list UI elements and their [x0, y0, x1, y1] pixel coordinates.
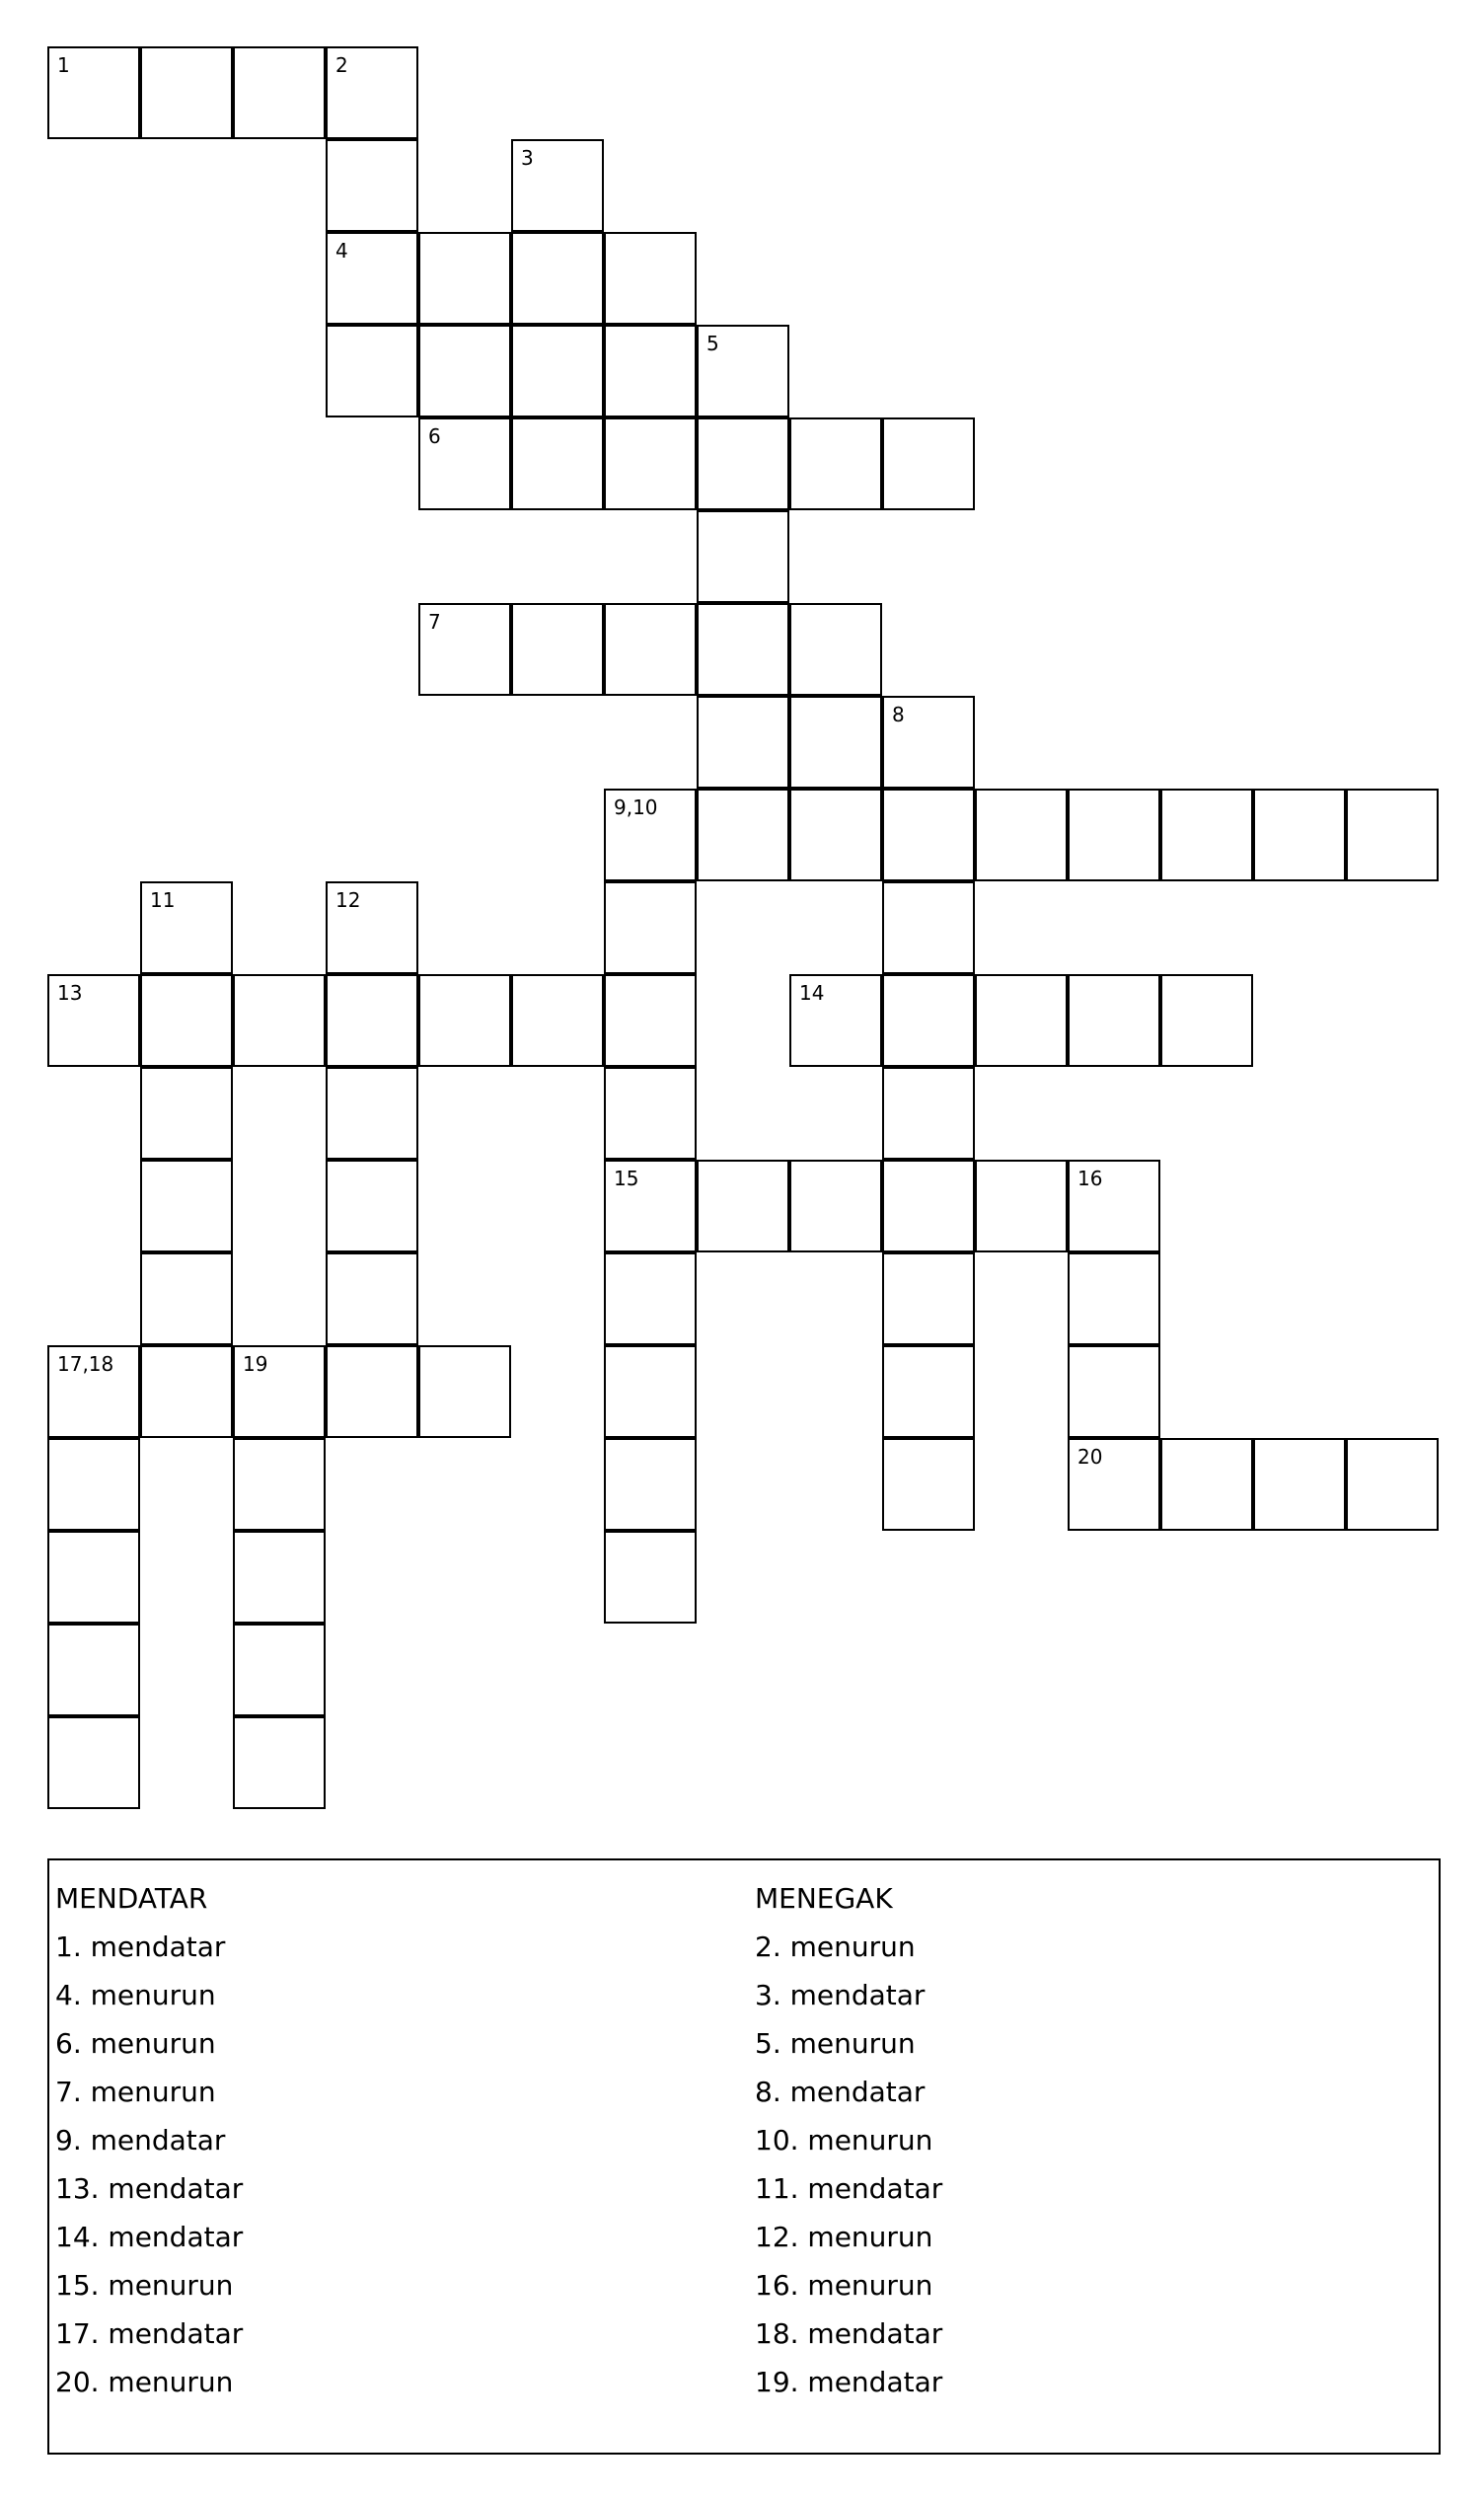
- clue-number: 20: [1077, 1445, 1103, 1469]
- crossword-cell[interactable]: [1160, 789, 1253, 881]
- crossword-cell[interactable]: [233, 1438, 326, 1531]
- clue-item: 19. mendatar: [755, 2366, 943, 2398]
- crossword-cell[interactable]: [418, 974, 511, 1067]
- clue-number: 13: [57, 981, 83, 1005]
- clue-number: 15: [614, 1167, 639, 1190]
- clue-heading-menegak: MENEGAK: [755, 1882, 893, 1915]
- clue-item: 9. mendatar: [55, 2124, 226, 2157]
- crossword-cell[interactable]: [882, 1067, 975, 1160]
- crossword-cell[interactable]: [511, 974, 604, 1067]
- crossword-cell[interactable]: [604, 603, 697, 696]
- crossword-cell[interactable]: [1068, 1345, 1160, 1438]
- crossword-cell[interactable]: [140, 1160, 233, 1252]
- crossword-cell[interactable]: [1068, 1438, 1160, 1531]
- crossword-cell[interactable]: [975, 789, 1068, 881]
- crossword-cell[interactable]: [47, 46, 140, 139]
- clue-item: 14. mendatar: [55, 2221, 244, 2253]
- crossword-cell[interactable]: [326, 881, 418, 974]
- crossword-cell[interactable]: [47, 1716, 140, 1809]
- clue-item: 17. mendatar: [55, 2317, 244, 2350]
- crossword-cell[interactable]: [140, 1345, 233, 1438]
- clue-number: 14: [799, 981, 825, 1005]
- crossword-cell[interactable]: [882, 1252, 975, 1345]
- clue-item: 12. menurun: [755, 2221, 933, 2253]
- crossword-cell[interactable]: [604, 232, 697, 325]
- clue-item: 13. mendatar: [55, 2172, 244, 2205]
- crossword-cell[interactable]: [140, 881, 233, 974]
- crossword-cell[interactable]: [1346, 789, 1439, 881]
- crossword-cell[interactable]: [697, 417, 789, 510]
- crossword-cell[interactable]: [233, 1624, 326, 1716]
- crossword-cell[interactable]: [1160, 1438, 1253, 1531]
- clue-number: 12: [335, 888, 361, 912]
- crossword-cell[interactable]: [697, 603, 789, 696]
- crossword-cell[interactable]: [326, 974, 418, 1067]
- crossword-cell[interactable]: [47, 1624, 140, 1716]
- crossword-cell[interactable]: [1253, 789, 1346, 881]
- crossword-cell[interactable]: [882, 789, 975, 881]
- crossword-cell[interactable]: [418, 325, 511, 417]
- clue-item: 5. menurun: [755, 2027, 916, 2060]
- clue-item: 6. menurun: [55, 2027, 216, 2060]
- clue-heading-mendatar: MENDATAR: [55, 1882, 208, 1915]
- clue-item: 1. mendatar: [55, 1930, 226, 1963]
- crossword-cell[interactable]: [1068, 1160, 1160, 1252]
- crossword-cell[interactable]: [975, 974, 1068, 1067]
- crossword-cell[interactable]: [604, 325, 697, 417]
- crossword-cell[interactable]: [882, 881, 975, 974]
- crossword-cell[interactable]: [326, 139, 418, 232]
- crossword-cell[interactable]: [511, 139, 604, 232]
- crossword-cell[interactable]: [326, 1252, 418, 1345]
- crossword-cell[interactable]: [1068, 789, 1160, 881]
- clue-number: 19: [243, 1352, 268, 1376]
- clue-item: 18. mendatar: [755, 2317, 943, 2350]
- clue-number: 8: [892, 703, 905, 726]
- crossword-cell[interactable]: [975, 1160, 1068, 1252]
- clue-item: 20. menurun: [55, 2366, 234, 2398]
- clue-number: 16: [1077, 1167, 1103, 1190]
- crossword-cell[interactable]: [789, 603, 882, 696]
- crossword-cell[interactable]: [697, 510, 789, 603]
- crossword-cell[interactable]: [326, 1067, 418, 1160]
- crossword-cell[interactable]: [604, 974, 697, 1067]
- crossword-cell[interactable]: [233, 46, 326, 139]
- crossword-cell[interactable]: [511, 232, 604, 325]
- clue-number: 5: [706, 332, 719, 355]
- clue-number: 17,18: [57, 1352, 114, 1376]
- clue-item: 8. mendatar: [755, 2076, 926, 2108]
- crossword-cell[interactable]: [697, 696, 789, 789]
- crossword-cell[interactable]: [418, 232, 511, 325]
- crossword-cell[interactable]: [882, 1345, 975, 1438]
- crossword-cell[interactable]: [140, 1252, 233, 1345]
- clue-item: 11. mendatar: [755, 2172, 943, 2205]
- crossword-cell[interactable]: [47, 974, 140, 1067]
- crossword-cell[interactable]: [697, 325, 789, 417]
- crossword-cell[interactable]: [233, 1345, 326, 1438]
- clue-item: 3. mendatar: [755, 1979, 926, 2011]
- crossword-cell[interactable]: [233, 1531, 326, 1624]
- crossword-cell[interactable]: [1160, 974, 1253, 1067]
- crossword-cell[interactable]: [47, 1531, 140, 1624]
- clue-number: 7: [428, 610, 441, 634]
- crossword-cell[interactable]: [1253, 1438, 1346, 1531]
- clue-number: 9,10: [614, 795, 658, 819]
- crossword-cell[interactable]: [511, 417, 604, 510]
- crossword-cell[interactable]: [326, 325, 418, 417]
- crossword-cell[interactable]: [882, 417, 975, 510]
- crossword-cell[interactable]: [326, 46, 418, 139]
- crossword-cell[interactable]: [882, 1160, 975, 1252]
- crossword-cell[interactable]: [882, 696, 975, 789]
- crossword-cell[interactable]: [604, 417, 697, 510]
- crossword-cell[interactable]: [326, 1160, 418, 1252]
- crossword-cell[interactable]: [140, 974, 233, 1067]
- crossword-cell[interactable]: [789, 696, 882, 789]
- clues-mendatar: [55, 1874, 243, 2406]
- crossword-cell[interactable]: [604, 1252, 697, 1345]
- crossword-cell[interactable]: [697, 789, 789, 881]
- crossword-cell[interactable]: [418, 603, 511, 696]
- crossword-cell[interactable]: [604, 1531, 697, 1624]
- crossword-cell[interactable]: [789, 1160, 882, 1252]
- crossword-cell[interactable]: [326, 1345, 418, 1438]
- crossword-cell[interactable]: [604, 1438, 697, 1531]
- clue-item: 10. menurun: [755, 2124, 933, 2157]
- crossword-cell[interactable]: [418, 1345, 511, 1438]
- clue-number: 11: [150, 888, 176, 912]
- clue-item: 7. menurun: [55, 2076, 216, 2108]
- crossword-cell[interactable]: [604, 1160, 697, 1252]
- crossword-cell[interactable]: [233, 1716, 326, 1809]
- crossword-cell[interactable]: [326, 232, 418, 325]
- crossword-cell[interactable]: [604, 789, 697, 881]
- crossword-cell[interactable]: [882, 1438, 975, 1531]
- crossword-cell[interactable]: [511, 325, 604, 417]
- crossword-cell[interactable]: [882, 974, 975, 1067]
- crossword-cell[interactable]: [697, 1160, 789, 1252]
- crossword-cell[interactable]: [789, 789, 882, 881]
- clues-menegak: [755, 1874, 942, 2406]
- crossword-cell[interactable]: [1346, 1438, 1439, 1531]
- crossword-cell[interactable]: [140, 1067, 233, 1160]
- crossword-cell[interactable]: [233, 974, 326, 1067]
- clue-item: 4. menurun: [55, 1979, 216, 2011]
- crossword-cell[interactable]: [47, 1438, 140, 1531]
- crossword-cell[interactable]: [1068, 974, 1160, 1067]
- crossword-cell[interactable]: [1068, 1252, 1160, 1345]
- crossword-cell[interactable]: [418, 417, 511, 510]
- clue-number: 6: [428, 424, 441, 448]
- crossword-cell[interactable]: [789, 417, 882, 510]
- clue-item: 16. menurun: [755, 2269, 933, 2302]
- crossword-cell[interactable]: [511, 603, 604, 696]
- clue-list: [47, 1858, 1441, 2455]
- crossword-cell[interactable]: [604, 881, 697, 974]
- crossword-cell[interactable]: [140, 46, 233, 139]
- crossword-cell[interactable]: [789, 974, 882, 1067]
- crossword-cell[interactable]: [604, 1067, 697, 1160]
- clue-number: 3: [521, 146, 534, 170]
- clue-number: 4: [335, 239, 348, 263]
- crossword-cell[interactable]: [604, 1345, 697, 1438]
- clue-item: 2. menurun: [755, 1930, 916, 1963]
- crossword-grid: [47, 46, 1439, 1808]
- crossword-cell[interactable]: [47, 1345, 140, 1438]
- clue-number: 2: [335, 53, 348, 77]
- clue-item: 15. menurun: [55, 2269, 234, 2302]
- clue-number: 1: [57, 53, 70, 77]
